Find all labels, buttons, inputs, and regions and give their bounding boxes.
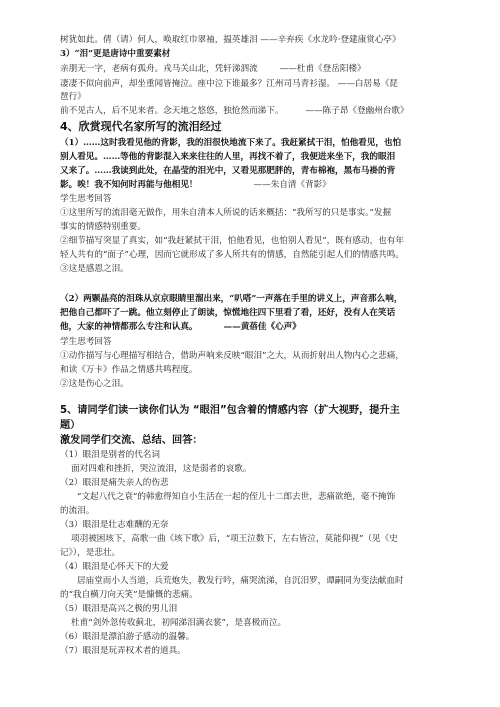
text-line: 轻人共有的“面子”心理，因而它就形成了多人所共有的情感，自然能引起人们的情感共鸣。 bbox=[60, 250, 404, 260]
text-line: 学生思考回答 bbox=[60, 337, 112, 347]
quote-line: （2）两颗晶亮的泪珠从京京眼睛里溜出来，“叭嗒”一声落在手里的讲义上，声音那么响， bbox=[60, 294, 403, 304]
list-item: （1）眼泪是别者的代名词 bbox=[60, 450, 160, 460]
list-item: （4）眼泪是心怀天下的大爱 bbox=[60, 562, 169, 572]
poem-text: 亲朋无一字，老病有孤舟。戎马关山北，凭轩涕泗流 bbox=[60, 64, 258, 74]
list-detail: “文起八代之衰”的韩愈得知自小生活在一起的侄儿十二郎去世，悲痛欲绝，毫不掩饰 bbox=[77, 492, 396, 502]
list-item: （2）眼泪是痛失亲人的伤悲 bbox=[60, 478, 169, 488]
quote-text: 他，大家的神情都那么专注和认真。 bbox=[60, 322, 198, 332]
list-detail: 记》），是悲壮。 bbox=[60, 548, 121, 558]
quote-source: ——黄蓓佳《心声》 bbox=[223, 322, 301, 332]
quote-line: 别人看见。……等他的背影混入来来往往的人里，再找不着了，我便进来坐下，我的眼泪 bbox=[60, 152, 396, 162]
quote-line: 又来了。……我读到此处，在晶莹的泪光中，又看见那肥胖的，青布棉袍，黑布马褂的背 bbox=[60, 166, 396, 176]
section-title: 5、请同学们读一读你们认为 “眼泪”包含着的情感内容（扩大视野，提升主 bbox=[60, 405, 400, 416]
quote-line bbox=[60, 321, 480, 333]
text-line: 学生思考回答 bbox=[60, 194, 112, 204]
list-detail: 的“我自横刀向天笑”是慷慨的悲痛。 bbox=[60, 590, 198, 600]
list-detail: 居庙堂而小人当道，兵荒炮失，教发行吟，痛哭流涕，自沉汨罗，谭嗣同为变法献血时 bbox=[77, 576, 404, 586]
list-detail: 的流泪。 bbox=[60, 506, 95, 516]
text-line: 和读《万卡》作品之情感共鸣程度。 bbox=[60, 365, 198, 375]
poem-line bbox=[60, 105, 480, 117]
quote-text: 影。唉！我不知何时再能与他相见！ bbox=[60, 180, 198, 190]
list-detail: 面对四难和挫折，哭泣流泪，这是弱者的哀歌。 bbox=[71, 464, 252, 474]
list-item: （7）眼泪是玩弄权术者的道具。 bbox=[60, 646, 186, 656]
section-title: 题） bbox=[60, 420, 81, 431]
quote-source: ——朱自清《背影》 bbox=[253, 180, 331, 190]
poem-line bbox=[60, 63, 480, 75]
text-line: 事实的情感特别重要。 bbox=[60, 222, 146, 232]
poem-source: ——陈子昂《登幽州台歌》 bbox=[305, 106, 409, 116]
list-item: （6）眼泪是漂泊游子感动的温馨。 bbox=[60, 632, 195, 642]
quote-line: 把他自己都吓了一跳。他立刻停止了朗读，惊慌地往四下里看了看，还好，没有人在笑话 bbox=[60, 308, 396, 318]
poem-text: 前不见古人，后不见来者。念天地之悠悠，独怆然而涕下。 bbox=[60, 106, 284, 116]
section-subtitle: 激发同学们交流、总结、回答： bbox=[60, 435, 203, 446]
list-item: （3）眼泪是壮志难酬的无奈 bbox=[60, 520, 169, 530]
poem-line: 凄凄不似向前声，却坐重闻皆掩泣。座中泣下谁最多？江州司马青衫湿。 ——白居易《琵 bbox=[60, 79, 398, 89]
quote-line bbox=[60, 179, 480, 191]
text-line: ①这里所写的流泪毫无做作，用朱自清本人所说的话来概括：“我所写的只是事实。”发掘 bbox=[60, 208, 392, 218]
text-line: ②细节描写突显了真实，如“我赶紧拭干泪，怕他看见，也怕别人看见”，既有感动，也有年 bbox=[60, 236, 404, 246]
list-detail: 杜甫“剑外忽传收蓟北，初闻涕泪满衣裳”，是喜极而泣。 bbox=[71, 618, 287, 628]
poem-source: ——杜甫《登岳阳楼》 bbox=[279, 64, 366, 74]
section-heading: 3）“泪”更是唐诗中重要素材 bbox=[60, 49, 171, 59]
quote-line: （1）……这时我看见他的背影，我的泪很快地流下来了。我赶紧拭干泪，怕他看见，也怕 bbox=[60, 138, 402, 148]
text-line: ①动作描写与心理描写相结合，借助声响来反映“眼泪”之大，从而折射出人物内心之悲痛， bbox=[60, 351, 404, 361]
list-item: （5）眼泪是高兴之极的男儿泪 bbox=[60, 604, 178, 614]
section-title: 4、欣赏现代名家所写的流泪经过 bbox=[60, 120, 222, 133]
text-line: 树犹如此。倩（请）何人，唤取红巾翠袖，揾英雄泪 ——辛弃疾《水龙吟·登建康赏心亭》 bbox=[60, 35, 401, 45]
list-detail: 项羽被困垓下，高歌一曲《垓下歌》后，“项王泣数下，左右皆泣，莫能仰视”（见《史 bbox=[71, 534, 398, 544]
poem-line: 琶行》 bbox=[60, 92, 86, 102]
text-line: ②这是伤心之泪。 bbox=[60, 379, 129, 389]
text-line: ③这是感恩之泪。 bbox=[60, 264, 129, 274]
